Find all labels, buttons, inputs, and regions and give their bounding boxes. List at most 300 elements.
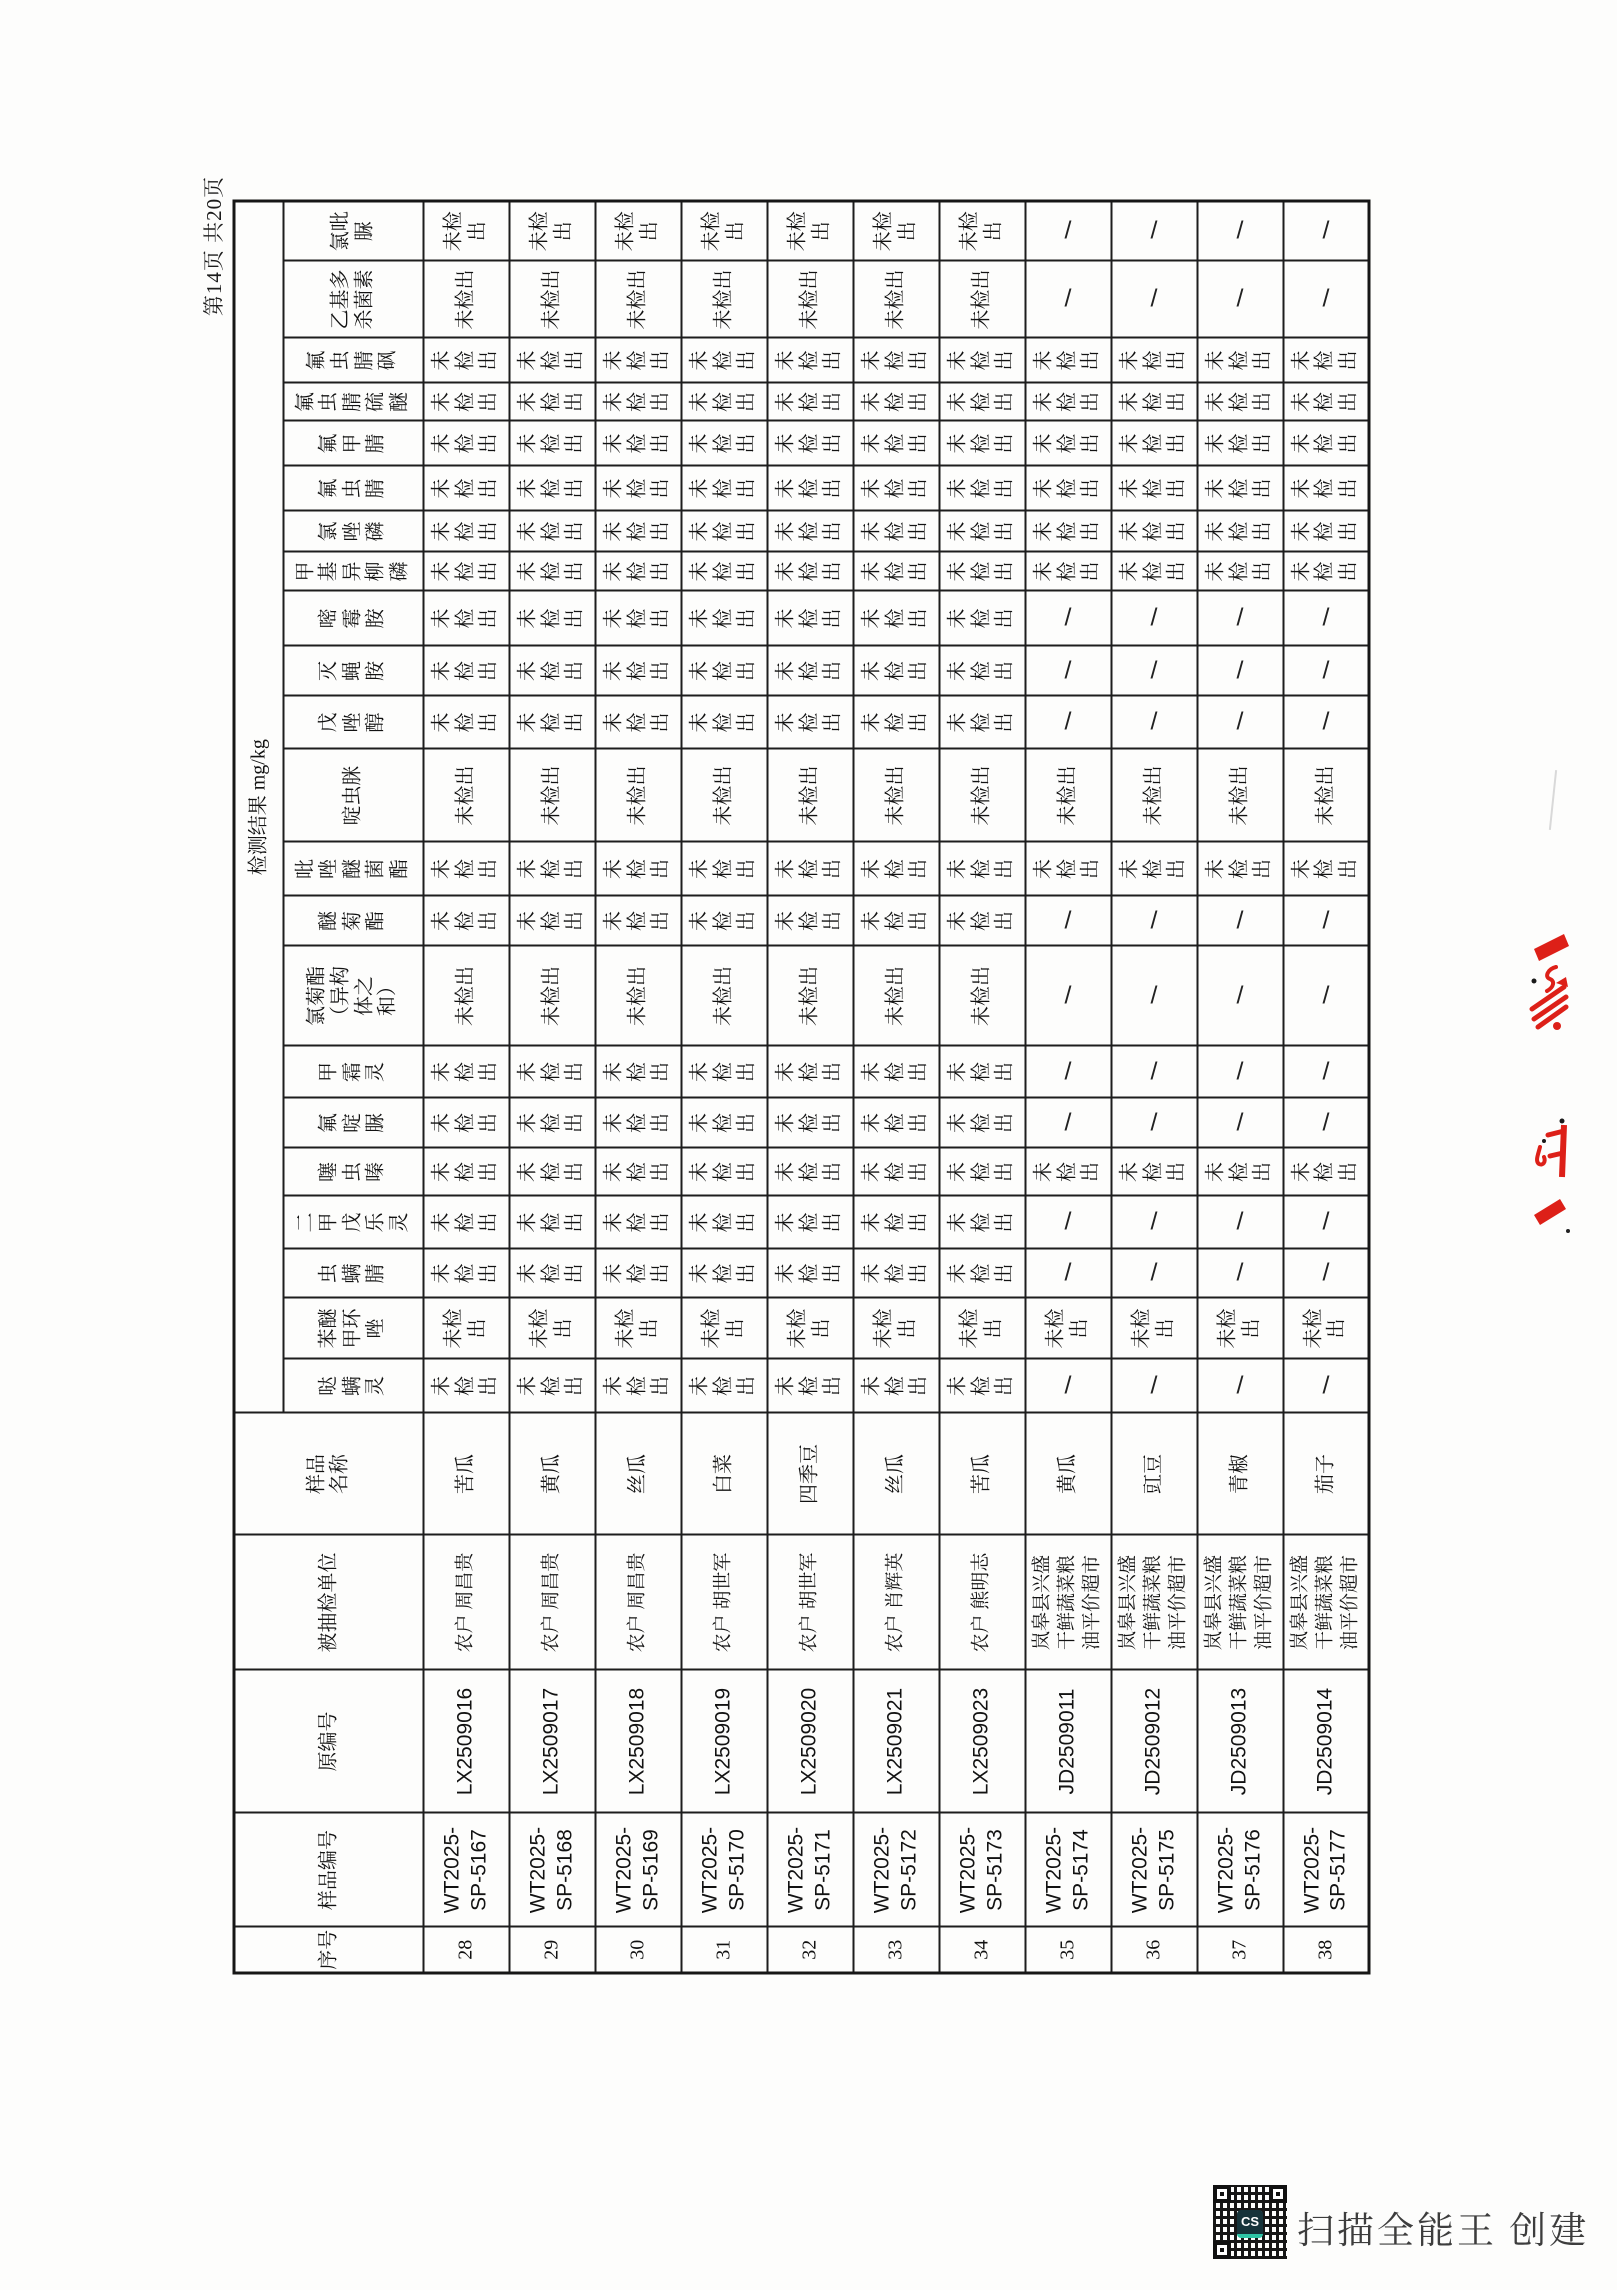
cell-serial: 30 <box>595 1927 681 1973</box>
cell-result <box>853 383 939 421</box>
result-not-detected: 未检出 <box>946 712 1016 733</box>
result-not-detected: 未检出 <box>774 1062 844 1082</box>
cell-result <box>853 591 939 646</box>
cell-result <box>1025 201 1111 261</box>
cell-result <box>939 552 1025 591</box>
cell-result <box>509 466 595 511</box>
cell-result <box>1197 261 1283 338</box>
result-not-detected: 未检出 <box>958 211 1004 252</box>
result-not-detected: 未检出 <box>860 1062 930 1082</box>
header-pesticide <box>283 646 423 696</box>
cell-result <box>1197 511 1283 552</box>
result-not-detected: 未检出 <box>430 911 500 931</box>
result-not-detected: 未检出 <box>614 1308 660 1349</box>
qr-finder-icon <box>1213 2241 1231 2259</box>
header-pesticide <box>283 1249 423 1298</box>
cell-result <box>595 749 681 842</box>
cell-result <box>1283 696 1369 749</box>
cell-result <box>509 421 595 466</box>
cell-result <box>1111 552 1197 591</box>
cell-serial: 28 <box>423 1927 509 1973</box>
cell-result <box>1025 1249 1111 1298</box>
cell-result <box>1111 696 1197 749</box>
cell-result <box>1025 1046 1111 1098</box>
ink-speck <box>1532 979 1537 984</box>
result-not-detected: 未检出 <box>774 1212 844 1233</box>
result-not-detected: 未检出 <box>602 521 672 542</box>
result-not-detected: 未检出 <box>946 1376 1016 1396</box>
cell-serial: 31 <box>681 1927 767 1973</box>
result-not-detected: 未检出 <box>712 765 735 826</box>
cell-result <box>509 749 595 842</box>
cell-result <box>939 946 1025 1046</box>
cell-sample-code: WT2025-SP-5167 <box>423 1813 509 1927</box>
cell-result <box>1111 201 1197 261</box>
cell-result <box>1197 338 1283 383</box>
cell-result <box>939 1359 1025 1413</box>
cell-original-code: JD2509012 <box>1111 1670 1197 1813</box>
cell-result <box>1283 1098 1369 1148</box>
cell-sampled-unit: 岚皋县兴盛干鲜蔬菜粮油平价超市 <box>1111 1535 1197 1670</box>
cell-result <box>1111 1196 1197 1249</box>
sample-row <box>595 201 681 1973</box>
cell-result <box>1197 896 1283 946</box>
result-not-detected: 未检出 <box>626 966 649 1026</box>
result-not-detected: 未检出 <box>626 765 649 826</box>
cell-result <box>853 421 939 466</box>
cell-result <box>939 591 1025 646</box>
pesticide-name-label: 甲基异柳磷 <box>294 561 411 582</box>
cell-result <box>595 591 681 646</box>
result-not-detected: 未检出 <box>688 661 758 681</box>
pesticide-name-label: 醚菊酯 <box>317 911 387 931</box>
cell-result <box>853 696 939 749</box>
result-not-detected: 未检出 <box>614 211 660 252</box>
cell-result <box>1025 383 1111 421</box>
cell-result <box>853 552 939 591</box>
result-not-detected: 未检出 <box>688 478 758 499</box>
result-not-detected: 未检出 <box>860 1212 930 1233</box>
result-not-detected: 未检出 <box>602 350 672 371</box>
cell-result <box>595 646 681 696</box>
pesticide-name-label: 氯吡脲 <box>329 211 375 252</box>
result-not-detected: 未检出 <box>602 1263 672 1284</box>
cell-result <box>1025 696 1111 749</box>
header-sampled-unit <box>234 1535 423 1670</box>
result-not-detected: 未检出 <box>860 350 930 371</box>
result-not-detected: 未检出 <box>688 561 758 582</box>
red-stamp-fragment <box>1528 925 1572 1235</box>
result-not-detected: 未检出 <box>774 608 844 629</box>
result-not-detected: 未检出 <box>1228 765 1251 826</box>
result-not-detected: 未检出 <box>774 1113 844 1133</box>
sample-row <box>767 201 853 1973</box>
result-not-detected: 未检出 <box>430 1212 500 1233</box>
result-slash: / <box>1150 1057 1158 1086</box>
result-not-detected: 未检出 <box>860 392 930 412</box>
cell-result <box>939 201 1025 261</box>
result-not-detected: 未检出 <box>688 1062 758 1082</box>
cell-result <box>1283 421 1369 466</box>
result-not-detected: 未检出 <box>516 433 586 454</box>
cell-serial: 32 <box>767 1927 853 1973</box>
pesticide-name-label: 灭蝇胺 <box>317 661 387 681</box>
cell-original-code: JD2509011 <box>1025 1670 1111 1813</box>
header-test-results <box>234 201 283 1413</box>
cell-product-name: 丝瓜 <box>853 1413 939 1535</box>
cell-result <box>853 1249 939 1298</box>
cell-result <box>681 1249 767 1298</box>
cell-result <box>681 1196 767 1249</box>
result-not-detected: 未检出 <box>1290 1162 1360 1182</box>
result-not-detected: 未检出 <box>1130 1308 1176 1349</box>
cell-result <box>1197 1046 1283 1098</box>
cell-result <box>767 1359 853 1413</box>
pesticide-name-label: 哒螨灵 <box>317 1376 387 1396</box>
cell-result <box>1025 466 1111 511</box>
cell-result <box>767 1098 853 1148</box>
pesticide-name-label: 戊唑醇 <box>317 712 387 733</box>
cell-result <box>939 1098 1025 1148</box>
result-not-detected: 未检出 <box>430 1263 500 1284</box>
result-slash: / <box>1322 906 1330 935</box>
cell-result <box>853 946 939 1046</box>
result-not-detected: 未检出 <box>430 661 500 681</box>
cell-sampled-unit: 农户 肖辉英 <box>853 1535 939 1670</box>
result-not-detected: 未检出 <box>688 911 758 931</box>
result-slash: / <box>1322 1208 1330 1237</box>
cell-result <box>595 338 681 383</box>
cell-result <box>1025 1298 1111 1359</box>
cell-result <box>595 1249 681 1298</box>
cell-result <box>1197 421 1283 466</box>
cell-result <box>1283 1148 1369 1196</box>
result-not-detected: 未检出 <box>946 1062 1016 1082</box>
result-not-detected: 未检出 <box>430 712 500 733</box>
cell-product-name: 黄瓜 <box>509 1413 595 1535</box>
cell-result <box>423 842 509 896</box>
result-not-detected: 未检出 <box>688 712 758 733</box>
sample-row <box>1283 201 1369 1973</box>
cell-result <box>595 1298 681 1359</box>
header-row-top <box>234 201 283 1973</box>
cell-serial: 29 <box>509 1927 595 1973</box>
result-not-detected: 未检出 <box>602 392 672 412</box>
result-not-detected: 未检出 <box>1290 350 1360 371</box>
result-not-detected: 未检出 <box>1118 1162 1188 1182</box>
result-slash: / <box>1150 604 1158 633</box>
cell-result <box>1197 1298 1283 1359</box>
result-not-detected: 未检出 <box>688 859 758 879</box>
header-pesticide <box>283 749 423 842</box>
header-pesticide <box>283 946 423 1046</box>
result-not-detected: 未检出 <box>1290 478 1360 499</box>
results-table <box>233 199 1371 1974</box>
cell-result <box>509 646 595 696</box>
result-not-detected: 未检出 <box>1216 1308 1262 1349</box>
ink-speck <box>1542 1139 1546 1143</box>
cell-result <box>423 696 509 749</box>
cell-result <box>1283 1359 1369 1413</box>
cell-result <box>1025 1359 1111 1413</box>
cell-result <box>595 261 681 338</box>
cell-result <box>509 1098 595 1148</box>
result-not-detected: 未检出 <box>430 392 500 412</box>
cell-product-name: 白菜 <box>681 1413 767 1535</box>
result-slash: / <box>1150 285 1158 314</box>
cell-result <box>939 842 1025 896</box>
result-slash: / <box>1064 1259 1072 1288</box>
header-sample-code-label: 样品编号 <box>317 1830 340 1910</box>
cell-result <box>767 842 853 896</box>
cell-result <box>681 552 767 591</box>
cell-result <box>767 1148 853 1196</box>
result-not-detected: 未检出 <box>516 1263 586 1284</box>
result-slash: / <box>1322 1371 1330 1400</box>
result-slash: / <box>1236 1371 1244 1400</box>
cell-result <box>509 338 595 383</box>
cell-result <box>939 383 1025 421</box>
cell-result <box>423 552 509 591</box>
result-not-detected: 未检出 <box>946 350 1016 371</box>
result-not-detected: 未检出 <box>774 712 844 733</box>
header-pesticide <box>283 421 423 466</box>
sample-row <box>1111 201 1197 1973</box>
cell-result <box>939 1046 1025 1098</box>
result-slash: / <box>1236 1208 1244 1237</box>
cell-result <box>853 842 939 896</box>
cell-result <box>767 338 853 383</box>
cell-result <box>423 646 509 696</box>
cell-result <box>767 946 853 1046</box>
result-not-detected: 未检出 <box>1204 350 1274 371</box>
result-not-detected: 未检出 <box>602 478 672 499</box>
result-not-detected: 未检出 <box>700 211 746 252</box>
cell-original-code: LX2509019 <box>681 1670 767 1813</box>
result-not-detected: 未检出 <box>430 1376 500 1396</box>
result-slash: / <box>1236 1259 1244 1288</box>
cell-product-name: 茄子 <box>1283 1413 1369 1535</box>
cell-result <box>767 896 853 946</box>
cell-result <box>1111 1249 1197 1298</box>
cell-result <box>509 1196 595 1249</box>
result-not-detected: 未检出 <box>516 1376 586 1396</box>
cell-sample-code: WT2025-SP-5170 <box>681 1813 767 1927</box>
result-slash: / <box>1236 285 1244 314</box>
pesticide-name-label: 氯菊酯（异构体之和） <box>305 966 399 1026</box>
cell-result <box>1111 1148 1197 1196</box>
qr-code <box>1213 2185 1287 2259</box>
cell-result <box>423 946 509 1046</box>
cell-result <box>1025 749 1111 842</box>
sample-row <box>1025 201 1111 1973</box>
cell-result <box>681 591 767 646</box>
result-not-detected: 未检出 <box>602 1113 672 1133</box>
result-not-detected: 未检出 <box>884 269 907 330</box>
result-not-detected: 未检出 <box>860 433 930 454</box>
cell-sample-code: WT2025-SP-5173 <box>939 1813 1025 1927</box>
result-not-detected: 未检出 <box>1118 350 1188 371</box>
cell-result <box>1283 511 1369 552</box>
cell-result <box>767 421 853 466</box>
result-not-detected: 未检出 <box>946 1113 1016 1133</box>
result-not-detected: 未检出 <box>516 1212 586 1233</box>
sample-row <box>1197 201 1283 1973</box>
result-not-detected: 未检出 <box>528 1308 574 1349</box>
cell-serial: 35 <box>1025 1927 1111 1973</box>
cell-result <box>1025 946 1111 1046</box>
cell-sampled-unit: 农户 胡世军 <box>767 1535 853 1670</box>
result-not-detected: 未检出 <box>602 561 672 582</box>
cell-result <box>681 696 767 749</box>
cell-result <box>853 261 939 338</box>
cell-result <box>423 421 509 466</box>
cell-result <box>595 201 681 261</box>
result-not-detected: 未检出 <box>516 392 586 412</box>
result-not-detected: 未检出 <box>602 1376 672 1396</box>
result-not-detected: 未检出 <box>540 269 563 330</box>
cell-result <box>595 421 681 466</box>
result-not-detected: 未检出 <box>626 269 649 330</box>
result-not-detected: 未检出 <box>946 911 1016 931</box>
cell-result <box>1283 466 1369 511</box>
cell-result <box>1025 1196 1111 1249</box>
cell-result <box>767 511 853 552</box>
result-not-detected: 未检出 <box>1118 521 1188 542</box>
result-slash: / <box>1322 708 1330 737</box>
result-not-detected: 未检出 <box>1032 561 1102 582</box>
cell-result <box>853 646 939 696</box>
result-not-detected: 未检出 <box>1032 350 1102 371</box>
result-not-detected: 未检出 <box>860 561 930 582</box>
cell-result <box>939 896 1025 946</box>
result-slash: / <box>1322 981 1330 1010</box>
cell-result <box>939 1249 1025 1298</box>
result-not-detected: 未检出 <box>798 765 821 826</box>
cell-result <box>939 749 1025 842</box>
result-not-detected: 未检出 <box>454 765 477 826</box>
cell-serial: 38 <box>1283 1927 1369 1973</box>
result-slash: / <box>1150 906 1158 935</box>
result-not-detected: 未检出 <box>516 1162 586 1182</box>
cell-result <box>939 696 1025 749</box>
cell-result <box>509 261 595 338</box>
result-not-detected: 未检出 <box>602 911 672 931</box>
result-not-detected: 未检出 <box>872 1308 918 1349</box>
cell-result <box>595 1046 681 1098</box>
cell-result <box>1111 511 1197 552</box>
result-not-detected: 未检出 <box>1032 478 1102 499</box>
result-not-detected: 未检出 <box>540 966 563 1026</box>
result-slash: / <box>1236 604 1244 633</box>
cell-result <box>1197 1148 1283 1196</box>
result-not-detected: 未检出 <box>516 859 586 879</box>
cell-result <box>1197 383 1283 421</box>
result-not-detected: 未检出 <box>1118 859 1188 879</box>
result-not-detected: 未检出 <box>712 269 735 330</box>
cell-result <box>1197 646 1283 696</box>
result-slash: / <box>1150 1108 1158 1137</box>
result-slash: / <box>1064 1108 1072 1137</box>
result-not-detected: 未检出 <box>946 859 1016 879</box>
result-not-detected: 未检出 <box>442 211 488 252</box>
cell-sample-code: WT2025-SP-5171 <box>767 1813 853 1927</box>
result-slash: / <box>1150 656 1158 685</box>
rotated-table-container <box>233 203 1368 1975</box>
cell-result <box>853 1298 939 1359</box>
cell-sampled-unit: 农户 周昌贵 <box>509 1535 595 1670</box>
cell-result <box>1197 1196 1283 1249</box>
result-not-detected: 未检出 <box>860 1113 930 1133</box>
cell-original-code: LX2509018 <box>595 1670 681 1813</box>
cell-result <box>767 646 853 696</box>
result-not-detected: 未检出 <box>774 561 844 582</box>
cell-result <box>595 552 681 591</box>
result-slash: / <box>1236 656 1244 685</box>
cell-product-name: 四季豆 <box>767 1413 853 1535</box>
cell-result <box>1283 1298 1369 1359</box>
cell-sample-code: WT2025-SP-5174 <box>1025 1813 1111 1927</box>
cell-result <box>939 1196 1025 1249</box>
result-not-detected: 未检出 <box>860 1263 930 1284</box>
cell-result <box>939 338 1025 383</box>
result-not-detected: 未检出 <box>540 765 563 826</box>
cell-result <box>595 1196 681 1249</box>
result-not-detected: 未检出 <box>602 1212 672 1233</box>
result-slash: / <box>1150 216 1158 245</box>
cell-result <box>423 591 509 646</box>
cell-sampled-unit: 农户 胡世军 <box>681 1535 767 1670</box>
header-pesticide <box>283 842 423 896</box>
result-slash: / <box>1064 216 1072 245</box>
result-slash: / <box>1236 906 1244 935</box>
result-not-detected: 未检出 <box>602 712 672 733</box>
result-not-detected: 未检出 <box>774 661 844 681</box>
cell-result <box>423 749 509 842</box>
result-not-detected: 未检出 <box>454 966 477 1026</box>
cell-serial: 34 <box>939 1927 1025 1973</box>
sample-row <box>509 201 595 1973</box>
cell-result <box>595 842 681 896</box>
cell-result <box>1197 1249 1283 1298</box>
result-slash: / <box>1064 906 1072 935</box>
cell-result <box>1025 421 1111 466</box>
pesticide-name-label: 氟甲腈 <box>317 433 387 454</box>
cell-result <box>423 896 509 946</box>
cell-result <box>767 696 853 749</box>
result-slash: / <box>1322 1259 1330 1288</box>
cell-result <box>939 646 1025 696</box>
result-not-detected: 未检出 <box>872 211 918 252</box>
cell-result <box>509 552 595 591</box>
pesticide-name-label: 苯醚甲环唑 <box>317 1308 387 1349</box>
cell-result <box>1197 466 1283 511</box>
cell-result <box>853 511 939 552</box>
result-slash: / <box>1064 1371 1072 1400</box>
result-not-detected: 未检出 <box>1302 1308 1348 1349</box>
cell-result <box>767 749 853 842</box>
camscanner-logo-icon: CS <box>1237 2210 1263 2238</box>
pesticide-name-label: 啶虫脒 <box>341 765 364 826</box>
cell-result <box>595 1148 681 1196</box>
cell-result <box>423 1359 509 1413</box>
cell-result <box>853 1046 939 1098</box>
result-not-detected: 未检出 <box>602 608 672 629</box>
result-not-detected: 未检出 <box>946 1212 1016 1233</box>
qr-finder-icon <box>1269 2185 1287 2203</box>
cell-result <box>681 1046 767 1098</box>
cell-result <box>853 749 939 842</box>
